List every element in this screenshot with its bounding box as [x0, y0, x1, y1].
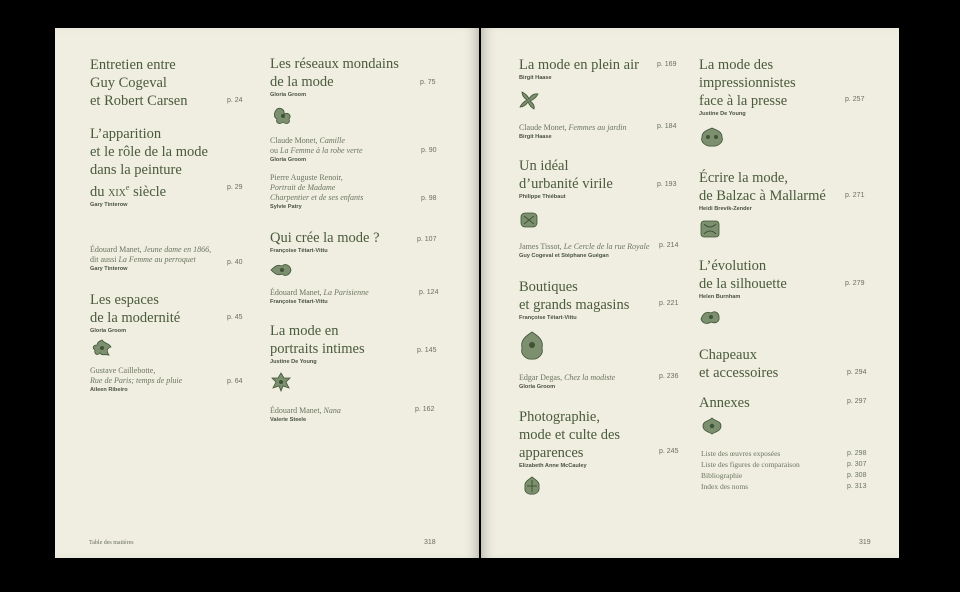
author: Helen Burnham	[699, 294, 741, 300]
author: Elizabeth Anne McCauley	[519, 463, 587, 469]
page-number: p. 45	[227, 314, 243, 321]
subsection-title: Edgar Degas, Chez la modiste	[519, 373, 616, 382]
page-number: p. 162	[415, 406, 435, 413]
page-number: p. 271	[845, 192, 865, 199]
annex-pages	[847, 448, 866, 492]
floral-ornament-icon	[699, 219, 721, 239]
annex-list	[701, 448, 851, 492]
page-number: p. 294	[847, 369, 867, 376]
toc-entry	[519, 373, 679, 391]
subsection-title: Gustave Caillebotte, Rue de Paris; temps de pluie	[90, 366, 183, 385]
toc-entry	[699, 346, 849, 382]
chapter-title: La mode des impressionnistes face à la presse	[699, 57, 796, 109]
toc-entry	[519, 278, 679, 322]
author: Sylvie Patry	[270, 204, 302, 210]
page-number: p. 257	[845, 96, 865, 103]
toc-entry	[699, 56, 849, 118]
floral-ornament-icon	[270, 260, 292, 280]
page-number: p. 90	[421, 147, 437, 154]
author: Françoise Tétart-Vittu	[270, 299, 328, 305]
chapter-title: Qui crée la mode ?	[270, 230, 380, 246]
floral-ornament-icon	[521, 476, 543, 496]
subsection-title: James Tissot, Le Cercle de la rue Royale	[519, 242, 650, 251]
floral-ornament-icon	[272, 106, 294, 126]
floral-ornament-icon	[518, 210, 540, 230]
toc-entry	[519, 408, 679, 470]
floral-ornament-icon	[518, 90, 540, 110]
author: Gloria Groom	[90, 328, 127, 334]
page-number: p. 184	[657, 123, 677, 130]
page-number: p. 313	[847, 483, 867, 490]
author: Justine De Young	[270, 359, 317, 365]
author: Gloria Groom	[270, 92, 307, 98]
author: Gloria Groom	[270, 157, 307, 163]
page-number: p. 40	[227, 259, 243, 266]
toc-entry	[270, 173, 430, 211]
page-number: p. 64	[227, 378, 243, 385]
annex-item: Liste des figures de comparaison	[701, 460, 800, 469]
chapter-title: L’apparition et le rôle de la mode dans la peinture du xix$^e$ siècle	[90, 126, 208, 200]
page-number: p. 279	[845, 280, 865, 287]
subsection-title: Édouard Manet, Jeune dame en 1866, dit aussi La Femme au perroquet	[90, 245, 212, 264]
page-number: p. 221	[659, 300, 679, 307]
subsection-title: Claude Monet, Camille ou La Femme à la robe verte	[270, 136, 363, 155]
chapter-title: Annexes	[699, 395, 750, 411]
author: Guy Cogeval et Stéphane Guégan	[519, 253, 609, 259]
toc-entry	[270, 136, 430, 164]
page-number: p. 75	[420, 79, 436, 86]
author: Justine De Young	[699, 111, 746, 117]
author: Gary Tinterow	[90, 201, 128, 208]
page-number: p. 124	[419, 289, 439, 296]
chapter-title: Écrire la mode, de Balzac à Mallarmé	[699, 170, 826, 204]
floral-ornament-icon	[701, 416, 723, 436]
floral-ornament-icon	[270, 372, 292, 392]
chapter-title: Les espaces de la modernité	[90, 292, 181, 326]
annex-item: Bibliographie	[701, 471, 743, 480]
subsection-title: Édouard Manet, Nana	[270, 406, 341, 415]
author: Françoise Tétart-Vittu	[270, 248, 328, 254]
author: Birgit Haase	[519, 134, 552, 140]
toc-entry	[270, 288, 430, 306]
folio: 319	[859, 539, 871, 546]
toc-entry	[270, 55, 430, 99]
annex-item: Index des noms	[701, 482, 749, 491]
toc-entry	[699, 394, 849, 412]
subsection-title: Claude Monet, Femmes au jardin	[519, 123, 627, 132]
chapter-title: L’évolution de la silhouette	[699, 258, 787, 292]
toc-entry	[270, 406, 430, 424]
chapter-title: Photographie, mode et culte des apparences	[519, 409, 621, 461]
author: Aileen Ribeiro	[90, 387, 128, 393]
author: Philippe Thiébaut	[519, 194, 566, 200]
toc-entry	[699, 257, 849, 301]
chapter-title: La mode en plein air	[519, 57, 639, 73]
author: Valerie Steele	[270, 417, 307, 423]
left-page	[55, 28, 479, 558]
running-head: Table des matières	[89, 540, 134, 546]
chapter-title: Chapeaux et accessoires	[699, 347, 779, 381]
page-number: p. 297	[847, 398, 867, 405]
chapter-title: Un idéal d’urbanité virile	[519, 158, 613, 192]
page-number: p. 308	[847, 472, 867, 479]
page-number: p. 214	[659, 242, 679, 249]
page-number: p. 145	[417, 347, 437, 354]
toc-entry	[699, 169, 849, 213]
floral-ornament-icon	[518, 330, 546, 362]
toc-entry	[270, 229, 430, 255]
toc-entry	[90, 291, 260, 335]
floral-ornament-icon	[699, 126, 725, 150]
page-number: p. 298	[847, 450, 867, 457]
toc-entry	[90, 125, 260, 209]
author: Birgit Haase	[519, 75, 552, 81]
annex-item: Liste des œuvres exposées	[701, 449, 781, 458]
page-number: p. 193	[657, 181, 677, 188]
page-number: p. 98	[421, 195, 437, 202]
right-page	[481, 28, 899, 558]
author: Heidi Brevik-Zender	[699, 206, 752, 212]
chapter-title: Entretien entre Guy Cogeval et Robert Carsen	[90, 57, 188, 109]
chapter-title: La mode en portraits intimes	[270, 323, 365, 357]
subsection-title: Pierre Auguste Renoir, Portrait de Madame Charpentier et de ses enfants	[270, 173, 364, 202]
page-number: p. 169	[657, 61, 677, 68]
page-number: p. 107	[417, 236, 437, 243]
page-number: p. 245	[659, 448, 679, 455]
toc-entry	[270, 322, 430, 366]
page-number: p. 307	[847, 461, 867, 468]
page-number: p. 236	[659, 373, 679, 380]
folio: 318	[424, 539, 436, 546]
subsection-title: Édouard Manet, La Parisienne	[270, 288, 369, 297]
toc-entry	[519, 56, 679, 82]
page-number: p. 24	[227, 97, 243, 104]
page-number: p. 29	[227, 184, 243, 191]
author: Gary Tinterow	[90, 266, 128, 272]
author: Françoise Tétart-Vittu	[519, 315, 577, 321]
chapter-title: Les réseaux mondains de la mode	[270, 56, 399, 90]
toc-entry	[519, 157, 679, 201]
toc-entry	[519, 123, 679, 141]
author: Gloria Groom	[519, 384, 556, 390]
floral-ornament-icon	[91, 338, 113, 358]
floral-ornament-icon	[699, 307, 721, 327]
chapter-title: Boutiques et grands magasins	[519, 279, 630, 313]
